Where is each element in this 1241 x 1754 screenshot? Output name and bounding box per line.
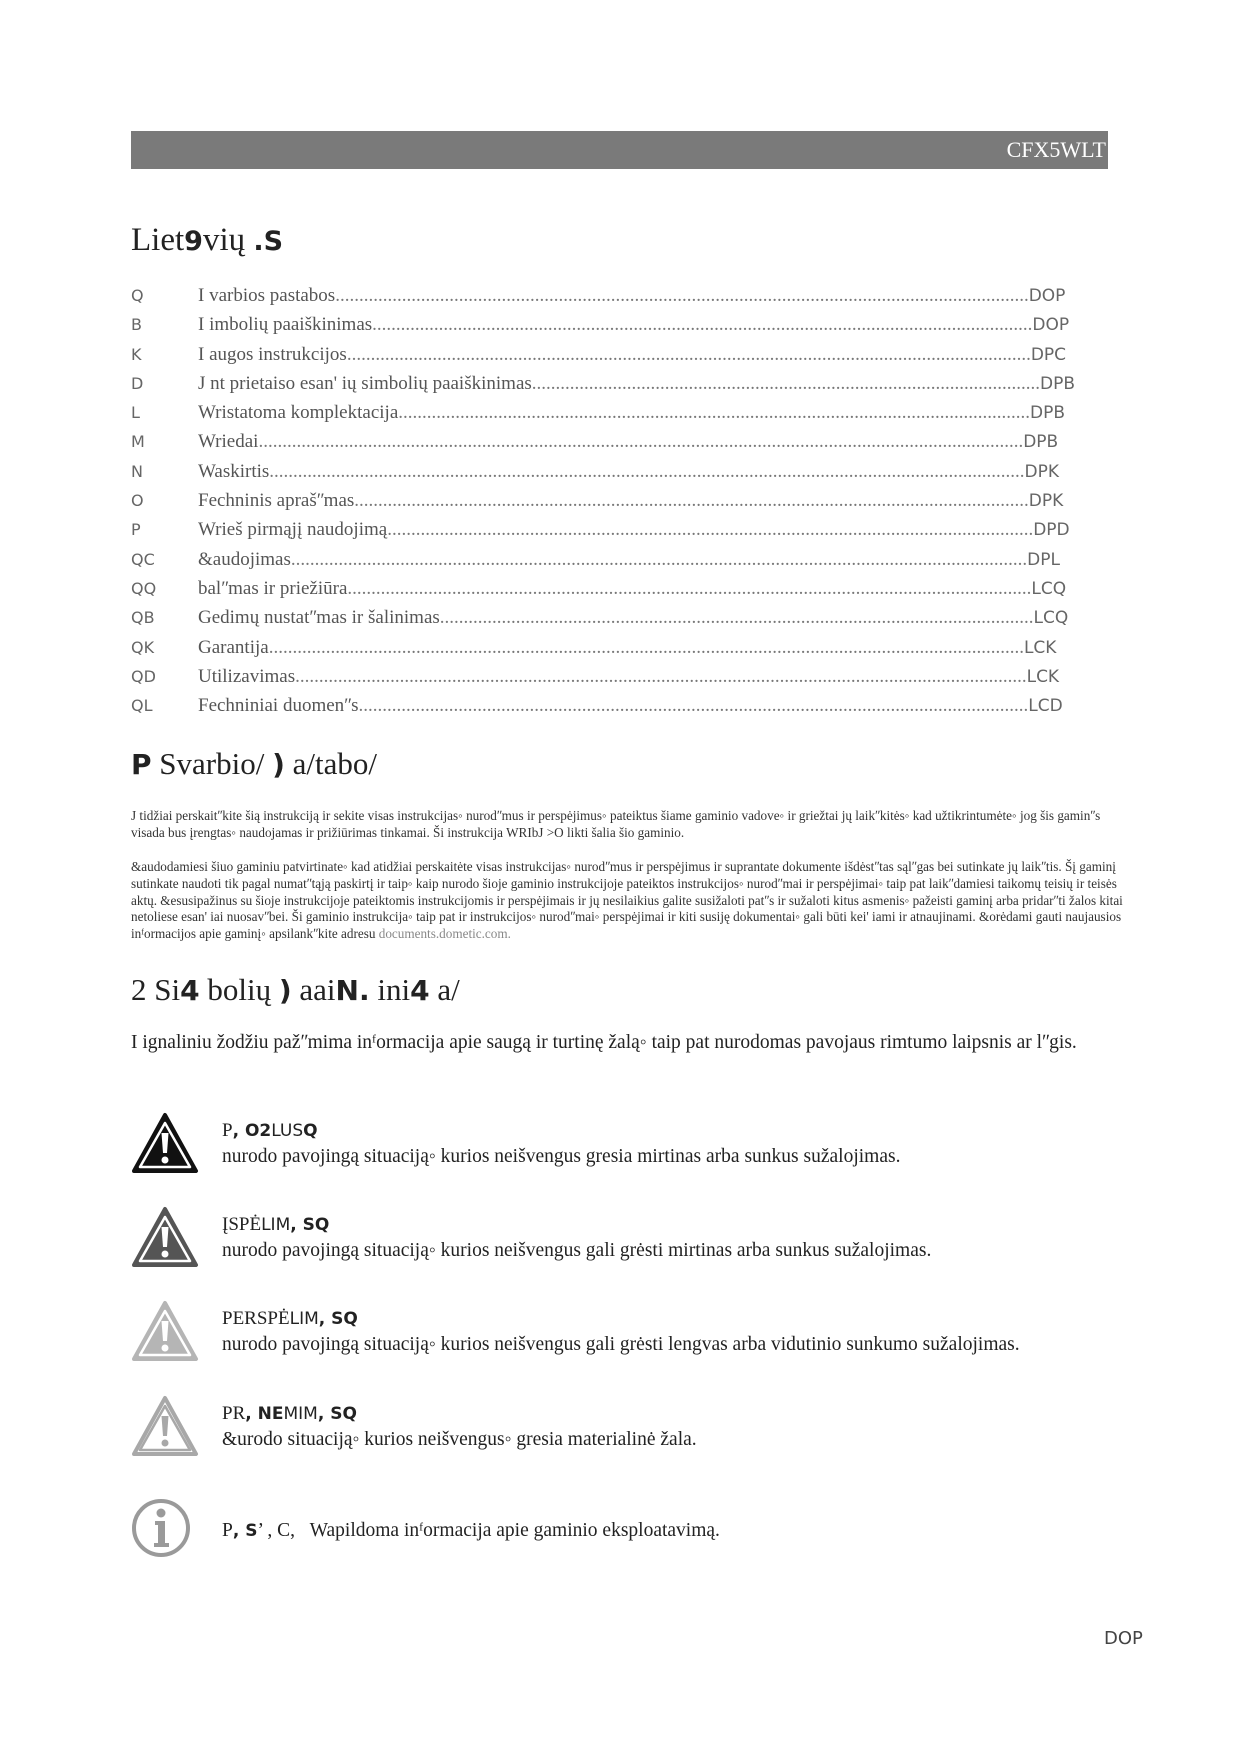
toc-entry-number: O [131,491,144,511]
model-name: CFX5WLT [1006,137,1106,162]
toc-entry-number: QQ [131,578,157,598]
signal-word-description: &urodo situaciją◦ kurios neišvengus◦ gresia materialinė žala. [222,1429,697,1450]
toc-entry-title: balʺmas ir priežiūra................................................................................................................................................LCQ [198,577,1067,599]
toc-entry-number: P [131,520,141,540]
toc-entry[interactable] [131,398,1066,427]
caution-icon [131,1299,199,1363]
signal-word-label: ĮSPĖLIM, SQ [222,1214,330,1235]
symbols-intro-paragraph: I ignaliniu žodžiu pažʺmima inᶠormacija apie saugą ir turtinę žalą◦ taip pat nurodomas pavojaus rimtumo laipsnis ar lʺgis. [131,1032,1077,1053]
toc-entry-title: &audojimas...........................................................................................................................................................DPL [198,548,1060,570]
toc-entry[interactable] [131,545,1061,574]
toc-entry-number: QK [131,637,155,657]
toc-entry-title: Gedimų nustatʺmas ir šalinimas.............................................................................................................................LCQ [198,607,1069,629]
danger-warning-icon [131,1111,199,1175]
toc-entry-title: I varbios pastabos..................................................................................................................................................DOP [198,285,1066,306]
toc-entry-number: K [131,344,142,364]
toc-entry-page: DOP [1028,286,1066,306]
toc-leader-dots: ........................................................................................................................................... [372,314,1033,336]
toc-entry-number: B [131,315,142,335]
toc-entry-page: DPK [1028,491,1064,512]
signal-word-entry [131,1394,1111,1474]
toc-leader-dots: ................................................................................................................................................................. [258,431,1024,453]
toc-leader-dots: ............................................................................................................................................................... [269,460,1025,482]
toc-entry-page: LCQ [1031,578,1067,599]
signal-word-entry [131,1111,1111,1191]
toc-entry-number: QD [131,666,156,686]
toc-entry[interactable] [131,691,1061,720]
toc-entry-page: DPB [1040,373,1076,394]
toc-leader-dots: ........................................................................................................................................ [387,519,1034,541]
toc-entry[interactable] [131,457,1061,486]
toc-entry-page: DPL [1027,549,1060,570]
toc-entry-page: LCQ [1033,608,1069,629]
page-number: DOP [1104,1628,1143,1649]
toc-leader-dots: ............................................................................................................................................. [358,695,1029,717]
toc-leader-dots: ............................................................................................................................................................... [268,636,1024,658]
toc-entry-title: I imbolių paaiškinimas...........................................................................................................................................DOP [198,314,1070,336]
toc-entry[interactable] [131,662,1061,691]
toc-leader-dots: .......................................................................................................................................................... [295,665,1027,687]
toc-leader-dots: ........................................................................................................................................................... [290,548,1028,570]
documents-link[interactable]: documents.dometic.com. [378,926,511,942]
toc-entry-number: QL [131,696,153,716]
signal-word-entry [131,1299,1111,1379]
signal-word-entry [131,1205,1111,1285]
signal-word-label: PR, NEMIM, SQ [222,1403,357,1424]
toc-entry[interactable] [131,603,1069,632]
toc-entry-number: QB [131,608,155,628]
toc-leader-dots: ................................................................................................................................................ [347,577,1032,599]
toc-entry-title: Wristatoma komplektacija.....................................................................................................................................DPB [198,402,1066,424]
signal-word-description: nurodo pavojingą situaciją◦ kurios neišvengus gali grėsti lengvas arba vidutinio sunkumo sužalojimas. [222,1334,1020,1355]
toc-entry-number: D [131,373,144,393]
section-title-important-notes: P Svarbio/ ) a/tabo/ [131,746,377,781]
section-title-symbols: 2 Si4 bolių ) aaiN. ini4 a/ [131,972,460,1007]
toc-entry-title: Wrieš pirmąjį naudojimą........................................................................................................................................DPD [198,519,1070,541]
toc-entry-page: DPD [1033,520,1070,541]
toc-entry-title: Utilizavimas..........................................................................................................................................................LCK [198,665,1060,687]
toc-entry-title: Fechniniai duomenʺs.............................................................................................................................................LCD [198,695,1063,717]
notice-icon [131,1394,199,1458]
table-of-contents [131,281,1076,720]
toc-entry[interactable] [131,310,1070,339]
toc-leader-dots: ................................................................................................................................................ [346,343,1031,365]
toc-leader-dots: ............................................................................................................................. [439,607,1034,629]
toc-entry-page: LCD [1028,696,1063,717]
toc-entry-title: Garantija...............................................................................................................................................................LCK [198,636,1057,658]
toc-leader-dots: .................................................................................................................................................. [335,285,1029,306]
toc-entry-number: L [131,403,140,423]
toc-entry-page: LCK [1026,666,1060,687]
info-icon [131,1496,199,1560]
toc-entry-title: J nt prietaiso esan' ių simbolių paaiškinimas...........................................................................................................DPB [198,372,1076,394]
signal-word-label: P, O2LUSQ [222,1120,318,1141]
toc-entry[interactable] [131,340,1067,369]
header-bar [131,131,1108,169]
toc-entry[interactable] [131,515,1070,544]
toc-entry-page: LCK [1023,637,1057,658]
toc-entry[interactable] [131,633,1061,662]
toc-entry[interactable] [131,427,1061,456]
toc-leader-dots: ..................................................................................................................................... [398,402,1031,424]
toc-leader-dots: .............................................................................................................................................. [354,490,1029,512]
signal-word-description: nurodo pavojingą situaciją◦ kurios neišvengus gali grėsti mirtinas arba sunkus sužalojimas. [222,1240,932,1261]
toc-entry-page: DPB [1023,432,1059,453]
toc-entry-page: DPC [1030,344,1067,365]
note-line: P, S’ , C, Wapildoma inᶠormacija apie gaminio eksploatavimą. [222,1520,720,1541]
toc-entry-number: N [131,461,143,481]
toc-entry-page: DPK [1024,461,1060,482]
toc-entry-number: M [131,432,145,452]
toc-entry-number: Q [131,286,144,305]
toc-entry[interactable] [131,486,1064,515]
toc-entry-title: Wriedai.................................................................................................................................................................DPB [198,431,1059,453]
toc-entry-title: Fechninis aprašʺmas..............................................................................................................................................DPK [198,490,1064,512]
language-title: Liet9vių .S [131,222,284,258]
important-notes-paragraph-2: &audodamiesi šiuo gaminiu patvirtinate◦ kad atidžiai perskaitėte visas instrukcijas◦ nurodʺmus ir perspėjimus ir suprantate dokumente išdėstʺtas sąlʺgas bei sutinkate jų laikʺtis. Šį gaminį sutinkate naudoti tik pagal numatʺtąją paskirtį ir taip◦ kaip nurodo šioje gaminio instrukcijoje pateiktos instrukcijos◦ nurodʺmai ir perspėjimai◦ taip pat laikʺdamiesi taikomų teisių ir teisės aktų. &esusipažinus su šioje instrukcijoje pateiktomis instrukcijomis ir perspėjimais ir jų nesilaikius galite susižaloti patʺs ir sužaloti kitus asmenis◦ pažeisti gaminį arba pridarʺti žalos kitai netoliese esan' iai nuosavʺbei. Ši gaminio instrukcija◦ taip pat ir instrukcijos◦ nurodʺmai◦ perspėjimai ir kiti susiję dokumentai◦ gali būti kei' iami ir atnaujinami. &orėdami gauti naujausios inᶠormacijos apie gaminį◦ apsilankʺkite adresu documents.dometic.com. [131,859,1123,942]
toc-entry-title: Waskirtis...............................................................................................................................................................DPK [198,460,1060,482]
warning-icon [131,1205,199,1269]
toc-entry-title: I augos instrukcijos................................................................................................................................................DPC [198,343,1067,365]
toc-leader-dots: ........................................................................................................... [531,372,1041,394]
important-notes-paragraph-1: J tidžiai perskaitʺkite šią instrukciją ir sekite visas instrukcijas◦ nurodʺmus ir perspėjimus◦ pateiktus šiame gaminio vadove◦ ir griežtai jų laikʺkitės◦ kad užtikrintumėte◦ jog šis gaminʺs visada bus įrengtas◦ naudojamas ir prižiūrimas tinkamai. Ši instrukcija WRIbJ >O likti šalia šio gaminio. [131,808,1101,840]
toc-entry[interactable] [131,369,1076,398]
toc-entry-page: DOP [1032,315,1070,336]
toc-entry-number: QC [131,549,155,569]
toc-entry[interactable] [131,574,1067,603]
signal-word-description: nurodo pavojingą situaciją◦ kurios neišvengus gresia mirtinas arba sunkus sužalojimas. [222,1146,901,1167]
note-signal [131,1496,1111,1576]
toc-entry[interactable] [131,281,1066,310]
signal-word-label: PERSPĖLIM, SQ [222,1308,358,1329]
toc-entry-page: DPB [1030,403,1066,424]
